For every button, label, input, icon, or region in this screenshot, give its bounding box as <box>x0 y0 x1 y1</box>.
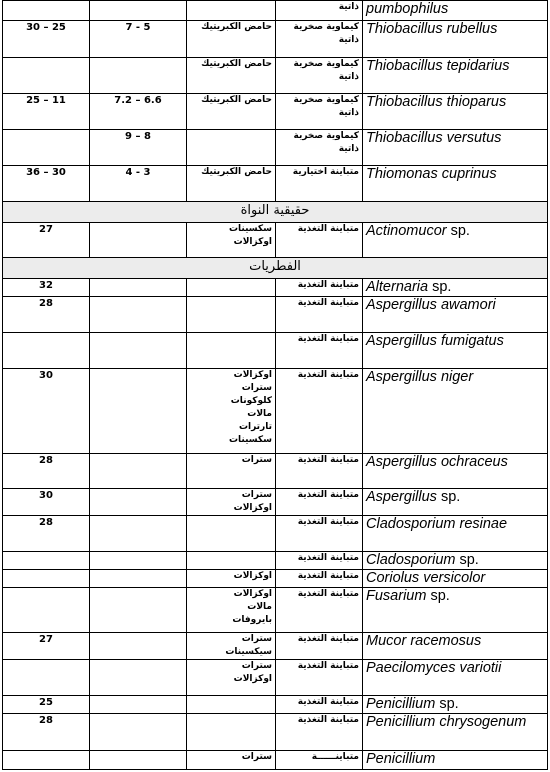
ph-cell <box>90 633 187 660</box>
organism-suffix: sp. <box>428 279 452 295</box>
temperature-cell <box>3 1 90 21</box>
organism-name: Aspergillus <box>366 489 437 505</box>
organism-name-cell <box>363 633 548 660</box>
organism-name-cell <box>363 588 548 633</box>
nutrition-cell: متباينة التغذية <box>276 333 363 369</box>
organism-name-cell <box>363 58 548 94</box>
section-header-row <box>3 258 548 279</box>
nutrition-cell: متباينــــــة <box>276 751 363 770</box>
organism-name-cell <box>363 751 548 770</box>
acid-cell: حامض الكبريتيك <box>187 58 276 94</box>
table-row <box>3 297 548 333</box>
organism-name: Mucor racemosus <box>366 633 482 649</box>
table-row <box>3 570 548 588</box>
organism-name: Fusarium <box>366 588 427 604</box>
ph-cell <box>90 696 187 714</box>
ph-cell <box>90 1 187 21</box>
ph-cell <box>90 714 187 751</box>
ph-cell: 7.2 – 6.6 <box>90 94 187 130</box>
temperature-cell: 27 <box>3 633 90 660</box>
table-row <box>3 21 548 58</box>
organism-suffix: sp. <box>426 588 450 604</box>
temperature-cell: 32 <box>3 279 90 297</box>
table-row <box>3 751 548 770</box>
table-row <box>3 130 548 166</box>
nutrition-cell: ذاتية <box>276 1 363 21</box>
nutrition-cell: كيماوية صخرية ذاتية <box>276 130 363 166</box>
organism-name: Thiobacillus thioparus <box>366 94 507 110</box>
temperature-cell <box>3 58 90 94</box>
organism-name: Cladosporium <box>366 552 456 568</box>
section-header-row <box>3 202 548 223</box>
nutrition-cell: متباينة التغذية <box>276 714 363 751</box>
nutrition-cell: متباينة التغذية <box>276 588 363 633</box>
table-row <box>3 588 548 633</box>
nutrition-cell: كيماوية صخرية ذاتية <box>276 21 363 58</box>
organism-name: Thiobacillus rubellus <box>366 21 498 37</box>
organism-name-cell <box>363 570 548 588</box>
ph-cell <box>90 58 187 94</box>
nutrition-cell: متباينة التغذية <box>276 552 363 570</box>
nutrition-cell: متباينة التغذية <box>276 454 363 489</box>
temperature-cell: 28 <box>3 516 90 552</box>
acid-cell <box>187 516 276 552</box>
table-row <box>3 714 548 751</box>
temperature-cell: 30 <box>3 369 90 454</box>
organism-name-cell <box>363 489 548 516</box>
temperature-cell <box>3 751 90 770</box>
temperature-cell: 28 <box>3 454 90 489</box>
acid-cell: سترات <box>187 751 276 770</box>
acid-cell: سترات اوكزالات <box>187 489 276 516</box>
ph-cell <box>90 223 187 258</box>
organism-name-cell <box>363 94 548 130</box>
acid-cell: سترات اوكزالات <box>187 660 276 696</box>
organism-name: Actinomucor <box>366 223 447 239</box>
temperature-cell <box>3 588 90 633</box>
organism-name: Aspergillus awamori <box>366 297 496 313</box>
nutrition-cell: متباينة التغذية <box>276 279 363 297</box>
organism-name: Penicillium <box>366 751 436 767</box>
temperature-cell <box>3 570 90 588</box>
organism-name: Aspergillus niger <box>366 369 474 385</box>
ph-cell <box>90 279 187 297</box>
organism-name: Thiomonas cuprinus <box>366 166 497 182</box>
organism-name-cell <box>363 454 548 489</box>
table-row <box>3 696 548 714</box>
acid-cell: اوكزالات سترات كلوكونات مالات تارترات سكسينات <box>187 369 276 454</box>
organism-name: Coriolus versicolor <box>366 570 486 586</box>
ph-cell: 7 - 5 <box>90 21 187 58</box>
acid-cell: حامض الكبريتيك <box>187 166 276 202</box>
organism-name: Paecilomyces variotii <box>366 660 502 676</box>
organism-name-cell <box>363 552 548 570</box>
table-row <box>3 516 548 552</box>
table-row <box>3 94 548 130</box>
nutrition-cell: كيماوية صخرية ذاتية <box>276 58 363 94</box>
table-row <box>3 166 548 202</box>
organism-suffix: sp. <box>446 223 470 239</box>
organism-name-cell <box>363 369 548 454</box>
ph-cell <box>90 333 187 369</box>
acid-cell <box>187 130 276 166</box>
nutrition-cell: متباينة التغذية <box>276 369 363 454</box>
acid-cell: سترات سيكسينات <box>187 633 276 660</box>
temperature-cell: 25 <box>3 696 90 714</box>
acid-cell: حامض الكبريتيك <box>187 94 276 130</box>
organism-suffix: sp. <box>435 696 459 712</box>
nutrition-cell: متباينة التغذية <box>276 223 363 258</box>
temperature-cell <box>3 660 90 696</box>
table-row <box>3 489 548 516</box>
temperature-cell: 25 – 11 <box>3 94 90 130</box>
organism-name: Thiobacillus tepidarius <box>366 58 510 74</box>
nutrition-cell: متباينة التغذية <box>276 696 363 714</box>
organism-name-cell <box>363 223 548 258</box>
ph-cell: 9 – 8 <box>90 130 187 166</box>
organism-name-cell <box>363 660 548 696</box>
acid-cell <box>187 552 276 570</box>
organism-name: Aspergillus fumigatus <box>366 333 504 349</box>
table-row <box>3 660 548 696</box>
section-title: حقيقية النواة <box>3 202 548 223</box>
temperature-cell <box>3 130 90 166</box>
acid-cell <box>187 714 276 751</box>
organism-name-cell <box>363 516 548 552</box>
temperature-cell: 28 <box>3 297 90 333</box>
nutrition-cell: متباينة اختيارية <box>276 166 363 202</box>
table-row <box>3 58 548 94</box>
organism-table <box>2 0 548 770</box>
organism-name: Cladosporium resinae <box>366 516 508 532</box>
table-row <box>3 454 548 489</box>
acid-cell: اوكزالات مالات بايروفات <box>187 588 276 633</box>
ph-cell <box>90 454 187 489</box>
organism-name: pumbophilus <box>366 1 449 17</box>
organism-name-cell <box>363 279 548 297</box>
acid-cell: سترات <box>187 454 276 489</box>
organism-name-cell <box>363 166 548 202</box>
acid-cell <box>187 297 276 333</box>
organism-name-cell <box>363 21 548 58</box>
temperature-cell: 36 – 30 <box>3 166 90 202</box>
ph-cell <box>90 297 187 333</box>
acid-cell <box>187 279 276 297</box>
organism-name-cell <box>363 714 548 751</box>
nutrition-cell: متباينة التغذية <box>276 660 363 696</box>
organism-name-cell <box>363 130 548 166</box>
organism-suffix: sp. <box>436 489 461 505</box>
temperature-cell: 28 <box>3 714 90 751</box>
organism-name: Penicillium <box>366 696 436 712</box>
table-row <box>3 333 548 369</box>
organism-name-cell <box>363 333 548 369</box>
table-row <box>3 552 548 570</box>
temperature-cell: 30 – 25 <box>3 21 90 58</box>
acid-cell: حامض الكبريتيك <box>187 21 276 58</box>
organism-name-cell <box>363 696 548 714</box>
temperature-cell: 30 <box>3 489 90 516</box>
temperature-cell <box>3 552 90 570</box>
nutrition-cell: متباينة التغذية <box>276 297 363 333</box>
ph-cell: 4 - 3 <box>90 166 187 202</box>
organism-suffix: sp. <box>455 552 479 568</box>
acid-cell <box>187 696 276 714</box>
ph-cell <box>90 570 187 588</box>
ph-cell <box>90 489 187 516</box>
acid-cell <box>187 1 276 21</box>
nutrition-cell: كيماوية صخرية ذاتية <box>276 94 363 130</box>
organism-name: Aspergillus ochraceus <box>366 454 508 470</box>
temperature-cell <box>3 333 90 369</box>
organism-name: Alternaria <box>366 279 429 295</box>
organism-name: Thiobacillus versutus <box>366 130 502 146</box>
acid-cell: اوكزالات <box>187 570 276 588</box>
ph-cell <box>90 369 187 454</box>
nutrition-cell: متباينة التغذية <box>276 570 363 588</box>
table-row <box>3 369 548 454</box>
acid-cell: سكسينات اوكزالات <box>187 223 276 258</box>
temperature-cell: 27 <box>3 223 90 258</box>
organism-name: Penicillium chrysogenum <box>366 714 527 730</box>
ph-cell <box>90 751 187 770</box>
table-row <box>3 1 548 21</box>
ph-cell <box>90 516 187 552</box>
section-title: الفطريات <box>3 258 548 279</box>
organism-name-cell <box>363 1 548 21</box>
ph-cell <box>90 588 187 633</box>
nutrition-cell: متباينة التغذية <box>276 633 363 660</box>
nutrition-cell: متباينة التغذية <box>276 489 363 516</box>
acid-cell <box>187 333 276 369</box>
organism-name-cell <box>363 297 548 333</box>
ph-cell <box>90 660 187 696</box>
table-row <box>3 223 548 258</box>
nutrition-cell: متباينة التغذية <box>276 516 363 552</box>
ph-cell <box>90 552 187 570</box>
table-row <box>3 279 548 297</box>
table-row <box>3 633 548 660</box>
